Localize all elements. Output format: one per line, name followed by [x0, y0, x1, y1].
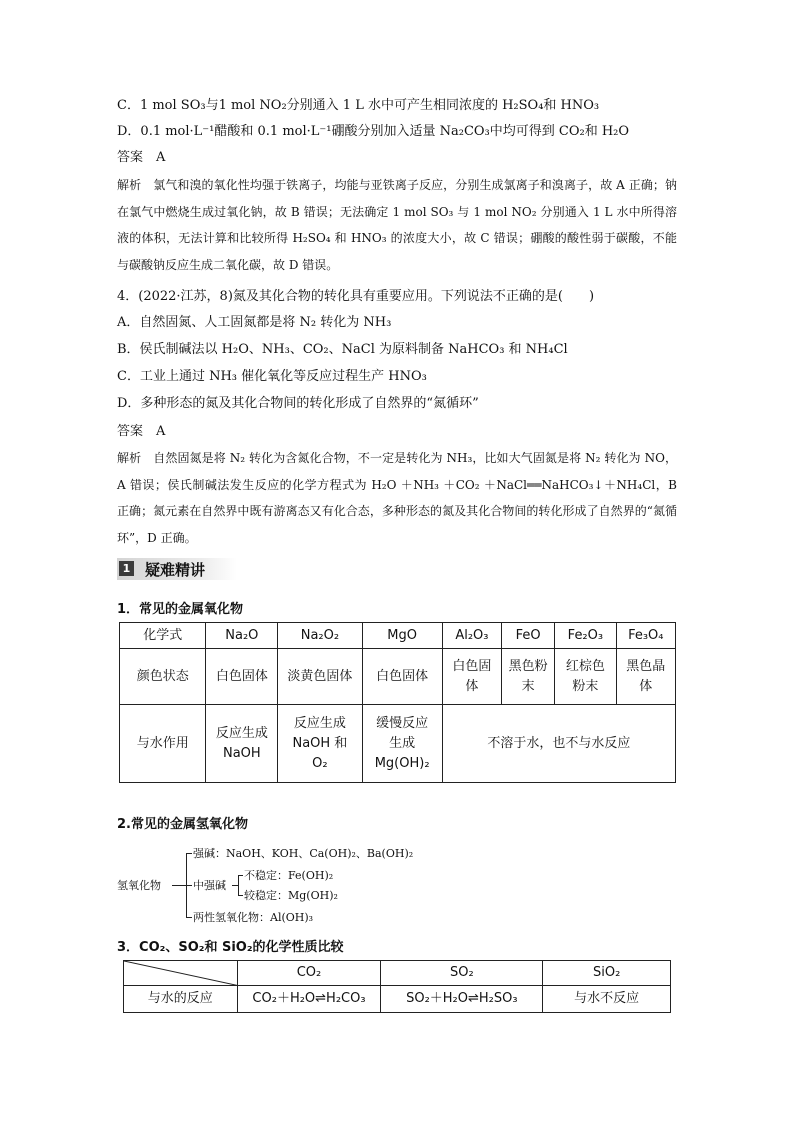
table-row	[124, 986, 671, 1013]
question-3-answer: 答案 A	[117, 150, 166, 165]
diagram-amphoteric: 两性氢氧化物：Al(OH)₃	[193, 911, 314, 924]
section-3-title: 3．CO₂、SO₂和 SiO₂的化学性质比较	[117, 940, 344, 955]
table-header-cell: Na₂O	[206, 623, 278, 649]
table-header-cell: MgO	[362, 623, 442, 649]
diagram-bracket	[238, 875, 239, 895]
table-header-cell: SO₂	[381, 961, 543, 986]
diagram-stable: 较稳定：Mg(OH)₂	[244, 889, 338, 902]
diagram-connector	[186, 885, 192, 886]
table-cell: 白色固体	[442, 649, 501, 705]
table-cell: 反应生成NaOH 和 O₂	[278, 705, 362, 783]
section-banner-title: 疑难精讲	[145, 561, 206, 579]
diagram-connector	[238, 895, 243, 896]
diagram-root: 氢氧化物	[117, 879, 161, 892]
question-3-explanation: 解析 氯气和溴的氧化性均强于铁离子，均能与亚铁离子反应，分别生成氯离子和溴离子，故 A 正确；钠在氯气中燃烧生成过氧化钠，故 B 错误；无法确定 1 mol SO₃ 与 1 mol NO₂ 分别通入 1 L 水中所得溶液的体积，无法计算和比较所得 H₂SO₄ 和 HNO₃ 的浓度大小，故 C 错误；硼酸的酸性弱于碳酸，不能与碳酸钠反应生成二氧化碳，故 D 错误。	[117, 178, 677, 272]
diagram-unstable: 不稳定：Fe(OH)₂	[244, 869, 334, 882]
table-header-cell: Fe₃O₄	[616, 623, 675, 649]
table-header-cell: 化学式	[120, 623, 206, 649]
table-cell: 黑色晶体	[616, 649, 675, 705]
table-header-cell: FeO	[502, 623, 555, 649]
diagonal-line	[124, 961, 240, 986]
table-cell: SO₂＋H₂O⇌H₂SO₃	[381, 986, 543, 1013]
section-1-title: 1．常见的金属氧化物	[117, 602, 244, 617]
question-4-option-c: C．工业上通过 NH₃ 催化氧化等反应过程生产 HNO₃	[117, 369, 427, 384]
table-row	[120, 705, 676, 783]
hydroxide-classification-diagram	[117, 844, 414, 924]
diagram-connector	[172, 885, 186, 886]
row-label: 颜色状态	[120, 649, 206, 705]
diagram-strong-base: 强碱：NaOH、KOH、Ca(OH)₂、Ba(OH)₂	[193, 847, 414, 860]
table-cell: 白色固体	[362, 649, 442, 705]
table-header-row	[120, 623, 676, 649]
table-cell: CO₂＋H₂O⇌H₂CO₃	[237, 986, 381, 1013]
table-header-cell: Al₂O₃	[442, 623, 501, 649]
question-3-option-d: D．0.1 mol·L⁻¹醋酸和 0.1 mol·L⁻¹硼酸分别加入适量 Na₂CO₃中均可得到 CO₂和 H₂O	[117, 124, 630, 139]
merged-cell: 不溶于水，也不与水反应	[442, 705, 675, 783]
question-4-stem: 4．(2022·江苏，8)氮及其化合物的转化具有重要应用。下列说法不正确的是( )	[117, 289, 595, 304]
question-4-answer: 答案 A	[117, 424, 166, 439]
table-cell: 红棕色粉末	[555, 649, 616, 705]
diagonal-header-cell	[124, 961, 238, 986]
diagram-medium-base: 中强碱	[193, 879, 226, 892]
row-label: 与水作用	[120, 705, 206, 783]
table-cell: 黑色粉末	[502, 649, 555, 705]
metal-oxides-table	[119, 622, 676, 783]
table-header-cell: CO₂	[237, 961, 381, 986]
table-header-cell: Na₂O₂	[278, 623, 362, 649]
diagram-connector	[186, 917, 192, 918]
section-2-title: 2.常见的金属氢氧化物	[117, 817, 248, 832]
table-cell: 缓慢反应生成Mg(OH)₂	[362, 705, 442, 783]
table-header-row	[124, 961, 671, 986]
table-cell: 淡黄色固体	[278, 649, 362, 705]
row-label: 与水的反应	[124, 986, 238, 1013]
oxides-water-table	[123, 960, 671, 1013]
question-4-option-b: B．侯氏制碱法以 H₂O、NH₃、CO₂、NaCl 为原料制备 NaHCO₃ 和 NH₄Cl	[117, 342, 568, 357]
table-header-cell: SiO₂	[543, 961, 671, 986]
diagram-connector	[186, 853, 192, 854]
table-row	[120, 649, 676, 705]
section-badge: 1	[119, 561, 134, 576]
question-3-option-c: C．1 mol SO₃与1 mol NO₂分别通入 1 L 水中可产生相同浓度的 H₂SO₄和 HNO₃	[117, 98, 600, 113]
table-header-cell: Fe₂O₃	[555, 623, 616, 649]
table-cell: 白色固体	[206, 649, 278, 705]
diagram-connector	[238, 875, 243, 876]
question-4-option-d: D．多种形态的氮及其化合物间的转化形成了自然界的“氮循环”	[117, 396, 479, 411]
question-4-explanation: 解析 自然固氮是将 N₂ 转化为含氮化合物，不一定是转化为 NH₃，比如大气固氮是将 N₂ 转化为 NO，A 错误；侯氏制碱法发生反应的化学方程式为 H₂O ＋NH₃ ＋CO₂ ＋NaCl══NaHCO₃↓＋NH₄Cl，B 正确；氮元素在自然界中既有游离态又有化合态，多种形态的氮及其化合物间的转化形成了自然界的“氮循环”，D 正确。	[117, 451, 677, 545]
table-cell: 与水不反应	[543, 986, 671, 1013]
question-4-option-a: A．自然固氮、人工固氮都是将 N₂ 转化为 NH₃	[117, 315, 392, 330]
table-cell: 反应生成NaOH	[206, 705, 278, 783]
